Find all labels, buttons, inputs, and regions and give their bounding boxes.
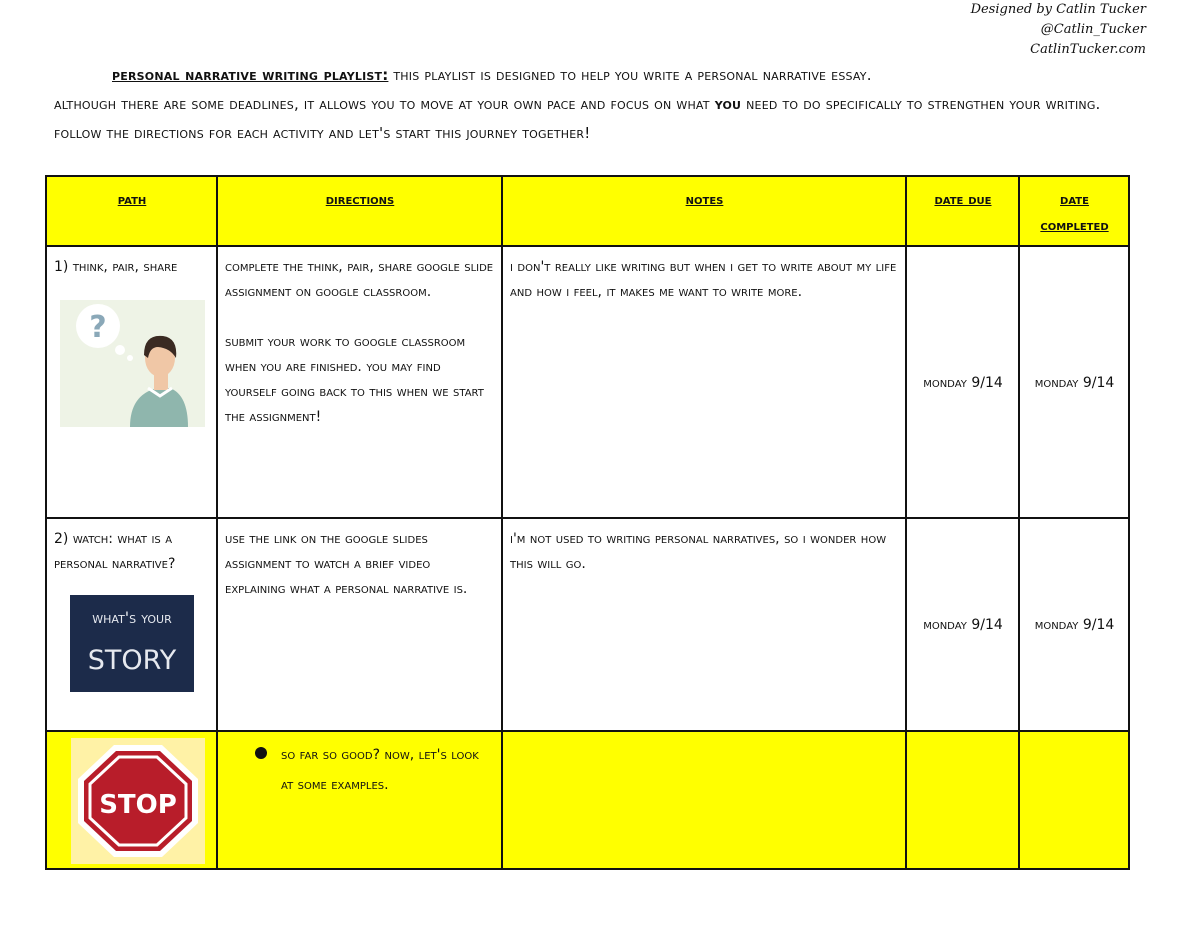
intro-paragraph <box>54 61 1149 148</box>
stop-bullet <box>255 740 495 800</box>
date-due-value: monday 9/14 <box>923 617 1003 633</box>
playlist-table <box>45 175 1130 870</box>
header-directions: directions <box>217 176 502 246</box>
header-date-due: date due <box>906 176 1019 246</box>
bullet-icon <box>255 747 267 759</box>
stop-bullet-text: so far so good? now, let's look at some examples. <box>281 747 479 793</box>
stop-sign-icon <box>71 738 205 864</box>
table-row <box>46 518 1129 731</box>
date-completed-cell <box>1019 246 1129 518</box>
table-row <box>46 246 1129 518</box>
header-path: path <box>46 176 217 246</box>
intro-text-3: need to do specifically to strengthen your writing. follow the directions for each activity and let's start this journey together! <box>54 95 1101 142</box>
path-label: 2) watch: what is a personal narrative? <box>54 531 176 572</box>
date-due-value: monday 9/14 <box>923 374 1003 391</box>
path-label: 1) think, pair, share <box>54 259 178 275</box>
stop-date-completed-cell <box>1019 731 1129 869</box>
stop-date-due-cell <box>906 731 1019 869</box>
story-image-bottom-text: STORY <box>87 634 177 678</box>
directions-text: complete the think, pair, share google slide assignment on google classroom. <box>225 259 494 300</box>
stop-sign-text: STOP <box>99 790 177 820</box>
story-image-top-text: WHAT'S YOUR <box>92 608 172 627</box>
directions-cell <box>217 246 502 518</box>
stop-sign-cell <box>46 731 217 869</box>
playlist-title: personal narrative writing playlist: <box>112 66 389 84</box>
notes-text: i'm not used to writing personal narratives, so i wonder how this will go. <box>510 531 887 572</box>
stop-notes-cell <box>502 731 906 869</box>
designer-credit <box>971 0 1146 60</box>
intro-text-1: this playlist is designed to help you write a personal narrative essay. <box>388 66 872 84</box>
credit-handle: @Catlin_Tucker <box>1040 22 1146 37</box>
notes-text: i don't really like writing but when i get to write about my life and how i feel, it makes me want to write more. <box>510 259 897 300</box>
date-completed-value: monday 9/14 <box>1034 617 1115 633</box>
date-due-cell <box>906 246 1019 518</box>
svg-text:?: ? <box>89 310 107 345</box>
header-notes: notes <box>502 176 906 246</box>
date-due-cell <box>906 518 1019 731</box>
stop-directions-cell <box>217 731 502 869</box>
credit-name: Designed by Catlin Tucker <box>970 2 1146 17</box>
path-cell <box>46 246 217 518</box>
person-thinking-question-icon <box>60 300 205 427</box>
directions-text-2: submit your work to google classroom when you are finished. you may find yourself going back to this when we start the assignment! <box>225 334 484 425</box>
whats-your-story-image <box>70 595 194 692</box>
intro-emphasis: you <box>714 95 742 113</box>
notes-cell <box>502 518 906 731</box>
directions-text: use the link on the google slides assignment to watch a brief video explaining what a personal narrative is. <box>225 531 468 597</box>
table-header-row <box>46 176 1129 246</box>
intro-text-2: although there are some deadlines, it allows you to move at your own pace and focus on what <box>54 95 715 113</box>
date-completed-cell <box>1019 518 1129 731</box>
stop-row <box>46 731 1129 869</box>
header-date-completed: date completed <box>1019 176 1129 246</box>
path-cell <box>46 518 217 731</box>
credit-website: CatlinTucker.com <box>1030 42 1146 57</box>
date-completed-value: monday 9/14 <box>1034 374 1115 391</box>
notes-cell <box>502 246 906 518</box>
directions-cell <box>217 518 502 731</box>
